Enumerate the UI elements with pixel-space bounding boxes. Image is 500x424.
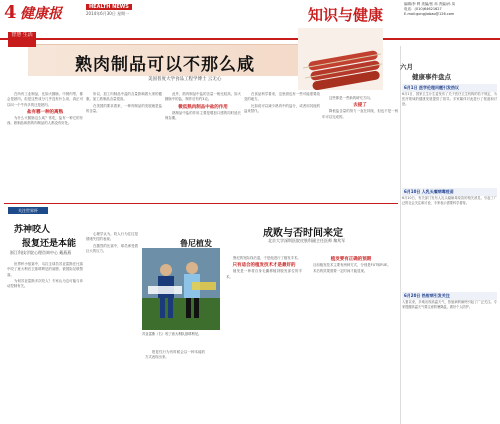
sidebar-item-heading: 6月1日 医学伦理问题引发热议 bbox=[402, 84, 497, 92]
article3-col2 bbox=[306, 256, 396, 422]
paragraph: 所以，加工肉制品中盐的含量影响着大家的健康。加工熟制品含量很高。 bbox=[86, 92, 162, 102]
article1-subhead-2: 微低熟肉制品中盐的作用 bbox=[178, 104, 228, 110]
sidebar-item-heading: 6月10日 人乳头瘤病毒疫苗 bbox=[402, 188, 497, 196]
date-line: 2014年6月30日 星期一 bbox=[86, 11, 130, 16]
editor-phone: 电话：(010)64621627 bbox=[404, 7, 442, 11]
paragraph: 在激烈的比赛中，球员承受着巨大的压力。 bbox=[86, 243, 138, 253]
sidebar-item-body: 6月10日，有关部门发布人乳头瘤病毒疫苗的相关消息，引起了广泛的社会关注和讨论，专家表示需要科学看待。 bbox=[402, 196, 497, 205]
article3-title: 成败与否时间来定 bbox=[263, 228, 343, 239]
article2-col2 bbox=[86, 232, 138, 412]
section-title: 知识与健康 bbox=[308, 6, 384, 24]
paragraph: 此外，熟肉制品中盐的含量一般比较高，如火腿肠中的盐，制作后有约3克。 bbox=[165, 92, 241, 102]
article2-kicker: 关注世界杯 bbox=[8, 207, 48, 214]
article1-col3 bbox=[165, 92, 241, 192]
sidebar-item bbox=[402, 84, 497, 182]
paragraph: 为什么火腿肠这么咸？常吃，盐有一种它的东西。熟制品和熟的肉制品的人都没有好处。 bbox=[7, 115, 83, 126]
article2-title-2: 报复还是本能 bbox=[22, 239, 77, 249]
editor-info bbox=[404, 2, 494, 17]
article1-headline: 熟肉制品可以不那么咸 bbox=[75, 55, 255, 75]
sidebar-item-heading: 6月20日 热射病引发关注 bbox=[402, 292, 497, 300]
paragraph: 鲁尼的发际线后退，于是他进行了植发手术。 bbox=[233, 256, 301, 260]
sidebar-item-body: 入夏以来，多地出现高温天气，热射病的病例引起了广泛关注。专家提醒高温天气要注意防暑降温，做好个人防护。 bbox=[402, 300, 497, 309]
paragraph: 在所有工业制品，比如火腿肠、中餐肉等，都会是熟肉。但是这些成分几乎没有什么用，真正可以叫一个牛肉多的还是熟肉。 bbox=[7, 92, 83, 107]
sidebar-title-1: 六月 bbox=[400, 63, 413, 71]
article2-col3 bbox=[145, 350, 205, 422]
paragraph: 报复性行为有时候会以一种本能的方式表现出来。 bbox=[145, 350, 205, 360]
sidebar-item-body: 6月1日，国家卫生计生委发布了关于医疗卫生机构的若干规定，为医疗领域的健康发展提供了指导。多家媒体对此进行了报道和讨论。 bbox=[402, 92, 497, 106]
paragraph: 心理学认为，咬人行为往往是情绪失控的表现。 bbox=[86, 232, 138, 242]
article3-subhead-2: 植发要有正确的预期 bbox=[330, 257, 372, 262]
article3-col1 bbox=[226, 256, 302, 422]
article1-col4 bbox=[244, 92, 320, 192]
article3-byline: 北京大学深圳医院皮肤科副主任医师 黎兆军 bbox=[268, 238, 346, 243]
paragraph: 为何苏亚雷斯多次咬人？专家认为这可能与冲动控制有关。 bbox=[7, 278, 83, 289]
paragraph: 术后的效果需要一定时间才能显现。 bbox=[313, 269, 368, 274]
sidebar-item bbox=[402, 292, 497, 410]
editor-line: 编辑/李 利 美编/张 冉 责编/孙 凤 bbox=[404, 2, 456, 6]
article1-byline: 美国普度大学食品工程学博士 云无心 bbox=[148, 77, 222, 82]
article1-subhead-3: 去提了 bbox=[353, 103, 367, 109]
article1-col5 bbox=[322, 96, 398, 208]
article1-col1 bbox=[7, 92, 83, 192]
page-number: 4 bbox=[4, 2, 17, 23]
paragraph: 目前植发技术主要有两种方式，分别是FUT和FUE。 bbox=[313, 263, 391, 267]
article2-byline: 浙江科技学院心理咨询中心 戴燕燕 bbox=[10, 250, 72, 255]
football-photo bbox=[142, 248, 220, 330]
editor-email: E-mail:gongjiabao@126.com bbox=[404, 12, 455, 16]
sausage-photo bbox=[298, 28, 383, 90]
sidebar-item bbox=[402, 188, 497, 284]
brand-en: HEALTH NEWS bbox=[86, 4, 132, 10]
article1-col2 bbox=[86, 92, 162, 192]
sidebar-title-2: 健康事件盘点 bbox=[412, 73, 451, 81]
paragraph: 植发是一种将自身毛囊移植到脱发部位的手术。 bbox=[226, 269, 302, 279]
article3-subhead-1: 只有适合的植发技术才是最好的 bbox=[232, 263, 296, 269]
article3-title-left: 鲁尼植发 bbox=[180, 239, 212, 248]
paragraph: 世界杯小组赛中，乌拉圭球员苏亚雷斯在比赛中咬了意大利后卫基耶利尼的肩膀，被国际足联禁赛。 bbox=[7, 262, 83, 277]
article1-subhead-1: 盐有哪一种的离熟 bbox=[27, 109, 63, 115]
paragraph: 比如说可以减少熟肉中的盐分，或者用其他的盐来替代。 bbox=[244, 103, 320, 113]
paragraph: 这些都是一些新的研究方向。 bbox=[329, 96, 374, 100]
paragraph: 降低盐含量的努力一直在持续，但也不是一两年可以完成的。 bbox=[322, 109, 398, 119]
article1-kicker: 智慧 生活 bbox=[8, 32, 36, 47]
section-divider bbox=[4, 203, 398, 204]
brand-title: 健康报 bbox=[20, 6, 62, 22]
paragraph: 熟制品中盐的作用主要是增加口感的同时延长保存期。 bbox=[165, 110, 241, 120]
photo-caption: 苏亚雷斯（右）咬了意大利队基耶利尼。 bbox=[142, 332, 202, 336]
article2-title-1: 苏神咬人 bbox=[14, 225, 51, 235]
paragraph: 在美国的要求看来，一种肉制品的发展就是盐的含量。 bbox=[86, 103, 162, 113]
paragraph: 在食品科学看来，这里面也有一些可能需要改变的地方。 bbox=[244, 92, 320, 102]
article2-col1 bbox=[7, 262, 83, 422]
